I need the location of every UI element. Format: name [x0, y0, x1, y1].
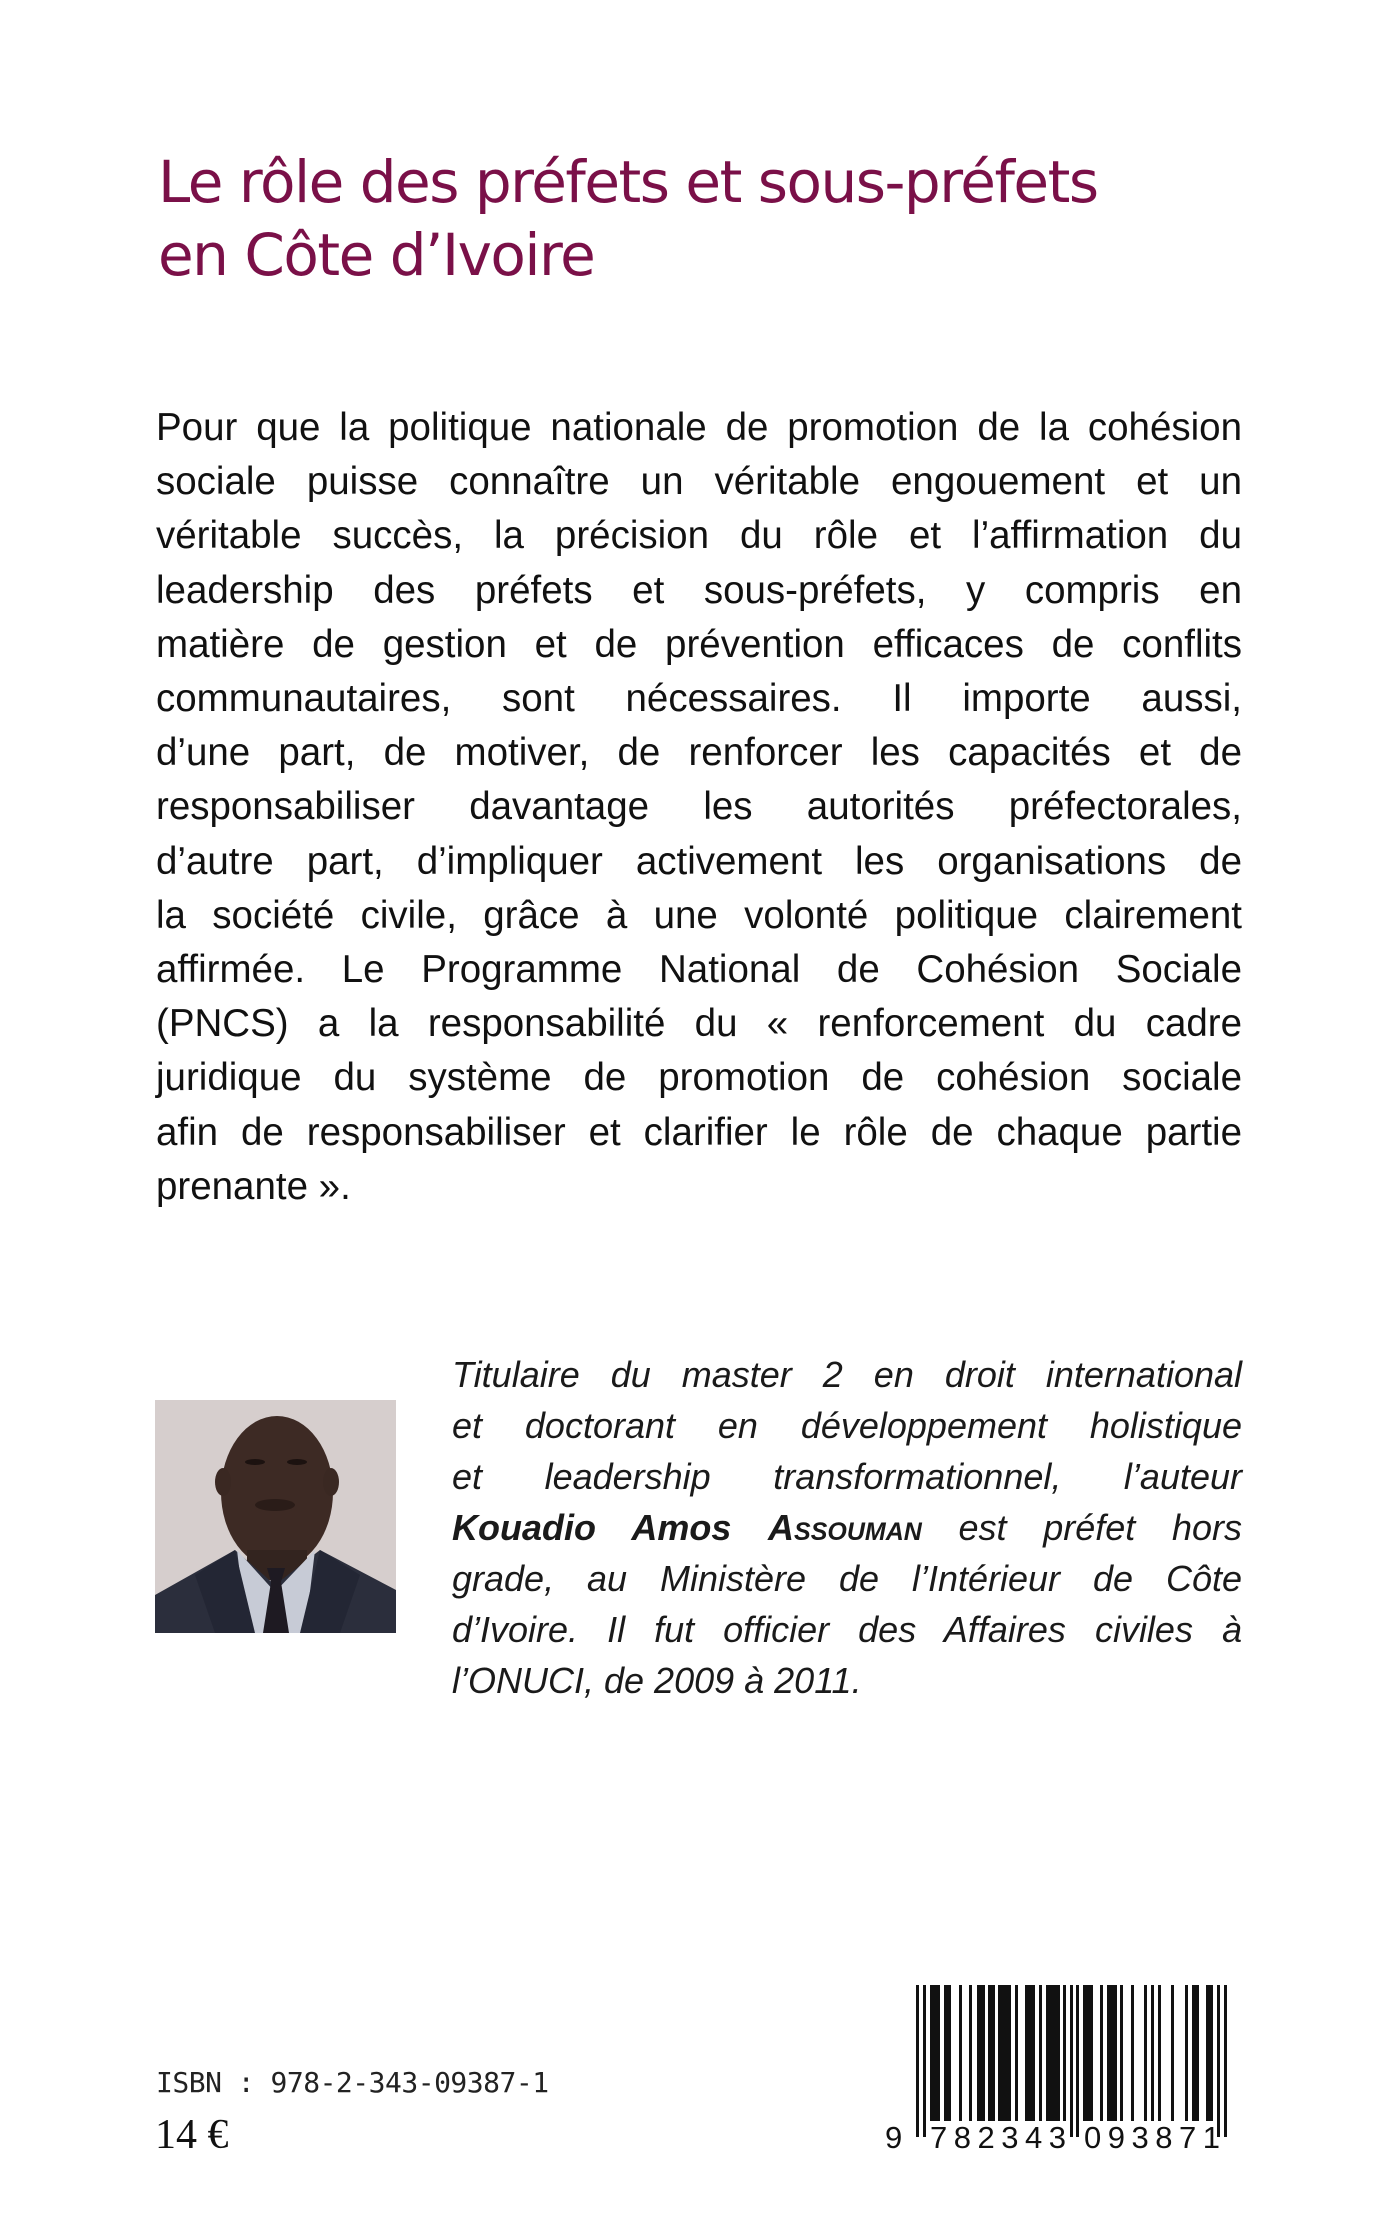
barcode [870, 1985, 1250, 2160]
summary-line: matière de gestion et de prévention efficaces de conflits [156, 622, 1242, 666]
author-photo [155, 1400, 396, 1633]
summary-line: communautaires, sont nécessaires. Il importe aussi, [156, 677, 1242, 721]
back-cover-summary [156, 401, 1242, 1214]
author-bio [452, 1349, 1242, 1706]
bio-line: d’Ivoire. Il fut officier des Affaires civiles à [452, 1609, 1242, 1650]
bio-line: l’ONUCI, de 2009 à 2011. [452, 1660, 862, 1701]
title-line-1: Le rôle des préfets et sous-préfets [158, 148, 1098, 216]
price-label: 14 € [155, 2112, 229, 2158]
isbn-label: ISBN : 978-2-343-09387-1 [156, 2066, 549, 2099]
book-title [158, 146, 1308, 292]
summary-line: responsabiliser davantage les autorités préfectorales, [156, 785, 1242, 829]
summary-line: afin de responsabiliser et clarifier le rôle de chaque partie [156, 1110, 1242, 1154]
summary-line: juridique du système de promotion de cohésion sociale [156, 1056, 1242, 1100]
summary-line: leadership des préfets et sous-préfets, y compris en [156, 568, 1242, 612]
bio-name-line [452, 1502, 1242, 1553]
author-first-name: Kouadio Amos [452, 1507, 732, 1548]
author-last-name: Assouman [768, 1507, 922, 1548]
summary-line: sociale puisse connaître un véritable engouement et un [156, 460, 1242, 504]
ean13-barcode-icon [870, 1985, 1250, 2160]
bio-line: Titulaire du master 2 en droit international [452, 1354, 1242, 1395]
summary-line: véritable succès, la précision du rôle et l’affirmation du [156, 514, 1242, 558]
summary-line: (PNCS) a la responsabilité du « renforcement du cadre [156, 1002, 1242, 1046]
bio-line-rest: est préfet hors [921, 1507, 1242, 1548]
summary-line: d’autre part, d’impliquer activement les organisations de [156, 839, 1242, 883]
summary-line: la société civile, grâce à une volonté politique clairement [156, 893, 1242, 937]
summary-line: d’une part, de motiver, de renforcer les capacités et de [156, 731, 1242, 775]
barcode-digit-lead: 9 [885, 2120, 903, 2155]
barcode-digits-left: 782343 [930, 2120, 1073, 2155]
summary-line: Pour que la politique nationale de promotion de la cohésion [156, 406, 1242, 449]
summary-line: prenante ». [156, 1164, 351, 1208]
summary-line: affirmée. Le Programme National de Cohésion Sociale [156, 948, 1242, 992]
bio-line: et doctorant en développement holistique [452, 1405, 1242, 1446]
bio-line: grade, au Ministère de l’Intérieur de Côte [452, 1558, 1242, 1599]
author-portrait-icon [155, 1400, 396, 1633]
title-line-2: en Côte d’Ivoire [158, 221, 595, 289]
bio-line: et leadership transformationnel, l’auteur [452, 1456, 1242, 1497]
barcode-digits-right: 093871 [1084, 2120, 1227, 2155]
